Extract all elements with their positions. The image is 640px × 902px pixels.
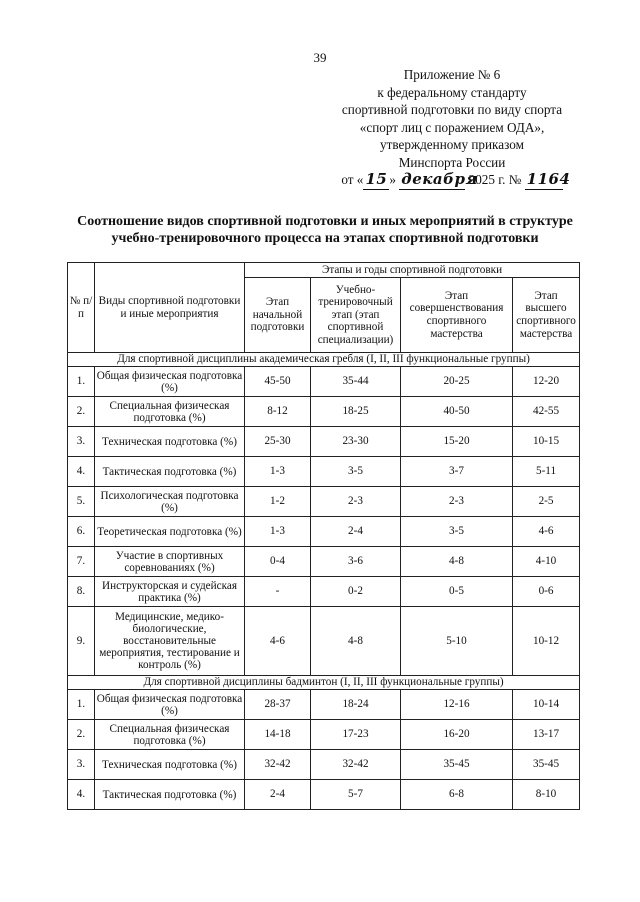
title-line-1: Соотношение видов спортивной подготовки и иных мероприятий в структуре — [77, 214, 573, 229]
table-row — [68, 397, 580, 427]
row-number: 2. — [68, 720, 95, 750]
value-initial: 25-30 — [245, 427, 311, 457]
handwritten-month: декабря — [401, 170, 478, 188]
order-date-line — [302, 171, 602, 190]
value-training: 35-44 — [311, 367, 401, 397]
value-initial: 8-12 — [245, 397, 311, 427]
header-stage-improvement: Этап совершенствования спортивного мастерства — [401, 278, 513, 353]
row-kind: Участие в спортивных соревнованиях (%) — [95, 547, 245, 577]
value-improvement: 0-5 — [401, 577, 513, 607]
row-number: 2. — [68, 397, 95, 427]
value-highest: 10-14 — [513, 690, 580, 720]
value-highest: 2-5 — [513, 487, 580, 517]
ratio-table — [67, 262, 580, 810]
value-highest: 12-20 — [513, 367, 580, 397]
value-highest: 4-10 — [513, 547, 580, 577]
value-highest: 5-11 — [513, 457, 580, 487]
date-prefix: от « — [341, 172, 364, 187]
document-title — [55, 213, 595, 247]
section-row — [68, 676, 580, 690]
appendix-line: Приложение № 6 — [403, 67, 501, 82]
table-row — [68, 517, 580, 547]
value-training: 23-30 — [311, 427, 401, 457]
table-row — [68, 457, 580, 487]
row-number: 7. — [68, 547, 95, 577]
table-row — [68, 690, 580, 720]
appendix-line: спортивной подготовки по виду спорта — [341, 102, 563, 117]
value-training: 3-5 — [311, 457, 401, 487]
row-kind: Специальная физическая подготовка (%) — [95, 720, 245, 750]
value-initial: 32-42 — [245, 750, 311, 780]
value-improvement: 15-20 — [401, 427, 513, 457]
value-improvement: 3-7 — [401, 457, 513, 487]
value-improvement: 4-8 — [401, 547, 513, 577]
row-number: 3. — [68, 750, 95, 780]
date-mid: » — [389, 172, 396, 187]
row-kind: Тактическая подготовка (%) — [95, 780, 245, 810]
value-improvement: 20-25 — [401, 367, 513, 397]
value-improvement: 5-10 — [401, 607, 513, 676]
value-highest: 10-15 — [513, 427, 580, 457]
value-improvement: 16-20 — [401, 720, 513, 750]
section-row — [68, 353, 580, 367]
table-row — [68, 427, 580, 457]
value-highest: 0-6 — [513, 577, 580, 607]
row-kind: Психологическая подготовка (%) — [95, 487, 245, 517]
table-row — [68, 547, 580, 577]
row-kind: Общая физическая подготовка (%) — [95, 367, 245, 397]
value-initial: 4-6 — [245, 607, 311, 676]
value-highest: 8-10 — [513, 780, 580, 810]
value-improvement: 40-50 — [401, 397, 513, 427]
row-kind: Тактическая подготовка (%) — [95, 457, 245, 487]
header-stage-highest: Этап высшего спортивного мастерства — [513, 278, 580, 353]
value-training: 17-23 — [311, 720, 401, 750]
value-training: 32-42 — [311, 750, 401, 780]
value-highest: 13-17 — [513, 720, 580, 750]
value-training: 5-7 — [311, 780, 401, 810]
header-stage-training: Учебно-тренировочный этап (этап спортивной специализации) — [311, 278, 401, 353]
value-initial: 1-3 — [245, 457, 311, 487]
value-highest: 42-55 — [513, 397, 580, 427]
value-training: 18-24 — [311, 690, 401, 720]
value-training: 2-3 — [311, 487, 401, 517]
page-number: 39 — [313, 50, 327, 65]
appendix-line: Минспорта России — [398, 154, 506, 170]
row-number: 4. — [68, 457, 95, 487]
row-kind: Медицинские, медико-биологические, восстановительные мероприятия, тестирование и контроль (%) — [95, 607, 245, 676]
row-number: 1. — [68, 367, 95, 397]
value-initial: 1-2 — [245, 487, 311, 517]
row-kind: Специальная физическая подготовка (%) — [95, 397, 245, 427]
row-number: 6. — [68, 517, 95, 547]
row-kind: Техническая подготовка (%) — [95, 427, 245, 457]
row-number: 8. — [68, 577, 95, 607]
value-training: 3-6 — [311, 547, 401, 577]
value-initial: 1-3 — [245, 517, 311, 547]
table-row — [68, 367, 580, 397]
title-line-2: учебно-тренировочного процесса на этапах спортивной подготовки — [111, 231, 539, 246]
appendix-line: утвержденному приказом — [380, 137, 524, 152]
appendix-line: к федеральному стандарту — [377, 84, 527, 100]
section-title: Для спортивной дисциплины академическая гребля (I, II, III функциональные группы) — [68, 353, 580, 367]
row-number: 9. — [68, 607, 95, 676]
table-row — [68, 750, 580, 780]
value-initial: 2-4 — [245, 780, 311, 810]
table-row — [68, 780, 580, 810]
row-number: 1. — [68, 690, 95, 720]
row-kind: Техническая подготовка (%) — [95, 750, 245, 780]
row-kind: Инструкторская и судейская практика (%) — [95, 577, 245, 607]
value-improvement: 6-8 — [401, 780, 513, 810]
row-number: 4. — [68, 780, 95, 810]
value-initial: 28-37 — [245, 690, 311, 720]
row-number: 5. — [68, 487, 95, 517]
table-row — [68, 577, 580, 607]
value-training: 0-2 — [311, 577, 401, 607]
value-initial: - — [245, 577, 311, 607]
appendix-line: «спорт лиц с поражением ОДА», — [359, 119, 545, 135]
row-number: 3. — [68, 427, 95, 457]
value-improvement: 35-45 — [401, 750, 513, 780]
value-initial: 45-50 — [245, 367, 311, 397]
header-num: № п/п — [68, 263, 95, 353]
appendix-header — [302, 66, 602, 190]
row-kind: Теоретическая подготовка (%) — [95, 517, 245, 547]
year-text: 2025 г. № — [468, 172, 522, 187]
section-title: Для спортивной дисциплины бадминтон (I, II, III функциональные группы) — [68, 676, 580, 690]
header-kinds: Виды спортивной подготовки и иные мероприятия — [95, 263, 245, 353]
handwritten-order-number: 1164 — [526, 170, 571, 188]
value-improvement: 2-3 — [401, 487, 513, 517]
value-highest: 10-12 — [513, 607, 580, 676]
table-row — [68, 607, 580, 676]
value-improvement: 3-5 — [401, 517, 513, 547]
handwritten-day: 15 — [363, 171, 389, 190]
value-highest: 4-6 — [513, 517, 580, 547]
header-stage-initial: Этап начальной подготовки — [245, 278, 311, 353]
value-training: 4-8 — [311, 607, 401, 676]
value-training: 18-25 — [311, 397, 401, 427]
header-stages-group: Этапы и годы спортивной подготовки — [245, 263, 580, 278]
row-kind: Общая физическая подготовка (%) — [95, 690, 245, 720]
value-highest: 35-45 — [513, 750, 580, 780]
value-training: 2-4 — [311, 517, 401, 547]
value-initial: 14-18 — [245, 720, 311, 750]
value-initial: 0-4 — [245, 547, 311, 577]
value-improvement: 12-16 — [401, 690, 513, 720]
table-row — [68, 720, 580, 750]
table-row — [68, 487, 580, 517]
